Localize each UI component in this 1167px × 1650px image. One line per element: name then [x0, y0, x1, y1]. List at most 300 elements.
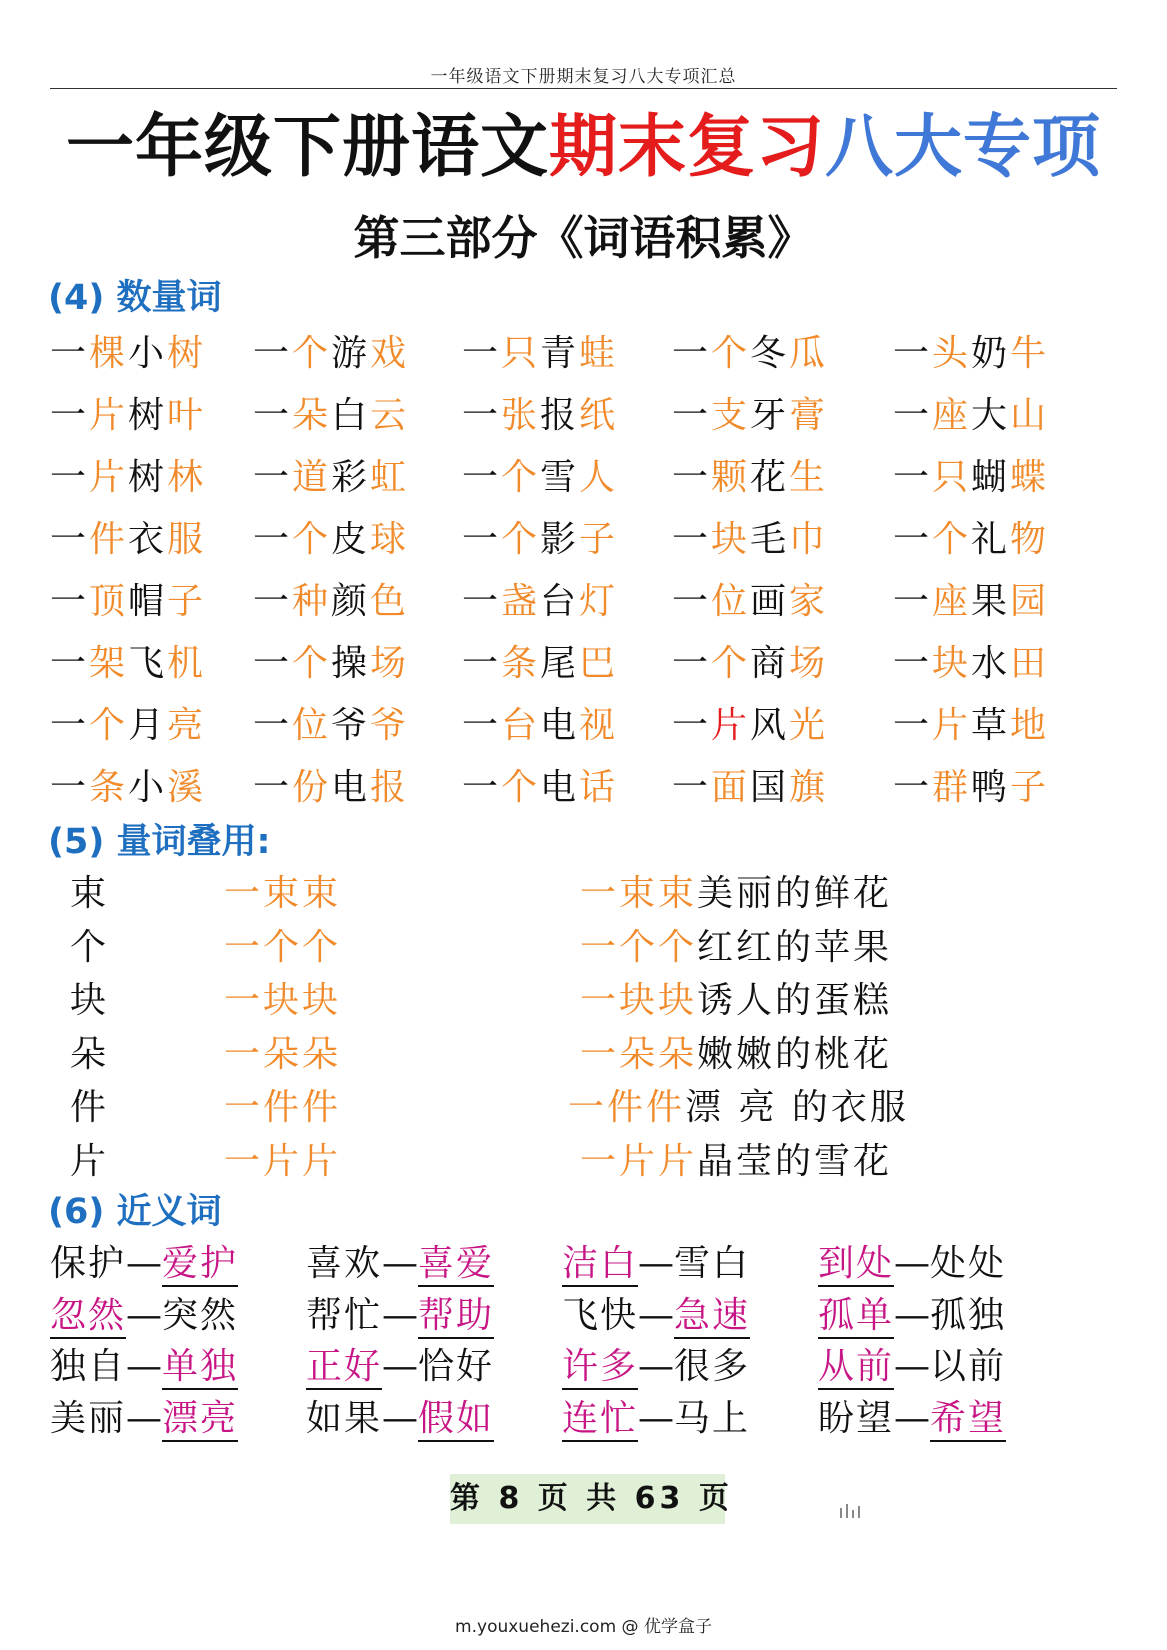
repeated-phrase [568, 1086, 909, 1130]
synonym-dash: — [638, 1294, 675, 1336]
measure-word-char: 只 [932, 457, 972, 498]
synonym-pair [818, 1292, 1006, 1340]
measure-word-char: 个 [711, 333, 751, 374]
measure-word-char: 颗 [711, 457, 751, 498]
measure-word-char: 鸭 [971, 767, 1011, 808]
measure-word-char: 蛙 [579, 333, 619, 374]
signal-icon [838, 1500, 866, 1520]
measure-word-char: 一 [462, 457, 502, 498]
measure-word-char: 片 [932, 705, 972, 746]
repeated-form: 一件件 [224, 1087, 342, 1128]
measure-word-char: 一 [462, 581, 502, 622]
measure-word-char: 场 [370, 643, 410, 684]
measure-word-char: 一 [253, 705, 293, 746]
measure-word-char: 巾 [789, 519, 829, 560]
measure-word-char: 座 [932, 581, 972, 622]
measure-word [672, 704, 828, 748]
measure-word [462, 704, 618, 748]
measure-word-char: 云 [370, 395, 410, 436]
measure-word-char: 架 [89, 643, 129, 684]
measure-word-char: 个 [292, 333, 332, 374]
measure-word-char: 礼 [971, 519, 1011, 560]
repeated-phrase-noun: 嫩嫩的桃花 [697, 1033, 893, 1075]
measure-word [893, 394, 1049, 438]
repeated-form: 一个个 [224, 926, 342, 968]
repeated-form: 一片片 [224, 1140, 342, 1182]
synonym-dash: — [638, 1397, 675, 1439]
synonym-pair [50, 1395, 238, 1443]
synonym-left: 连忙 [562, 1398, 638, 1442]
measure-word-char: 个 [932, 519, 972, 560]
measure-word-char: 瓜 [789, 333, 829, 374]
main-title [0, 108, 1167, 188]
measure-word [50, 580, 206, 624]
synonym-right: 很多 [674, 1346, 751, 1387]
measure-word-char: 个 [501, 767, 541, 808]
measure-word-char: 份 [292, 767, 332, 808]
measure-word [50, 456, 206, 500]
synonym-pair [818, 1395, 1006, 1443]
measure-word-char: 位 [292, 705, 332, 746]
measure-word-char: 皮 [331, 519, 371, 560]
measure-word-char: 块 [932, 643, 972, 684]
synonym-pair [562, 1292, 750, 1340]
measure-word-char: 旗 [789, 767, 829, 808]
measure-word-char: 一 [893, 643, 933, 684]
measure-word [462, 394, 618, 438]
synonym-dash: — [638, 1346, 675, 1387]
measure-word-char: 林 [167, 457, 207, 498]
synonym-left: 许多 [562, 1346, 638, 1390]
footer-url: m.youxuehezi.com @ 优学盒子 [455, 1617, 712, 1637]
synonym-left: 盼望 [818, 1397, 895, 1439]
synonym-pair [50, 1240, 238, 1288]
measure-word-char: 大 [971, 395, 1011, 436]
synonym-left: 保护 [50, 1243, 127, 1284]
synonym-right: 马上 [674, 1397, 751, 1439]
repeated-base-char: 块 [70, 980, 110, 1021]
measure-word-char: 溪 [167, 767, 207, 808]
measure-word-char: 操 [331, 643, 371, 684]
measure-word [893, 456, 1049, 500]
measure-word-char: 一 [253, 333, 293, 374]
repeated-phrase [580, 1140, 892, 1184]
measure-word [672, 394, 828, 438]
measure-word-char: 一 [672, 333, 712, 374]
measure-word-char: 一 [893, 457, 933, 498]
measure-word [253, 704, 409, 748]
measure-word-char: 人 [579, 457, 619, 498]
synonym-dash: — [126, 1397, 163, 1439]
measure-word-char: 田 [1010, 643, 1050, 684]
measure-word-char: 帽 [128, 581, 168, 622]
measure-word-char: 子 [579, 519, 619, 560]
repeated-phrase-noun: 红红的苹果 [697, 926, 893, 968]
repeated-phrase-measure: 一片片 [580, 1140, 698, 1182]
repeated-form: 一束束 [224, 873, 342, 914]
synonym-left: 飞快 [562, 1294, 639, 1336]
measure-word-char: 小 [128, 767, 168, 808]
measure-word [253, 580, 409, 624]
measure-word [50, 394, 206, 438]
measure-word-char: 个 [711, 643, 751, 684]
measure-word-char: 道 [292, 457, 332, 498]
measure-word-char: 奶 [971, 333, 1011, 374]
main-title-part2: 期末复习 [548, 108, 825, 187]
synonym-pair [306, 1343, 494, 1391]
repeated-phrase-measure: 一朵朵 [580, 1033, 698, 1075]
synonym-pair [562, 1395, 750, 1443]
measure-word-char: 片 [89, 395, 129, 436]
measure-word-char: 话 [579, 767, 619, 808]
synonym-pair [306, 1240, 494, 1288]
measure-word-char: 一 [672, 705, 712, 746]
measure-word [50, 518, 206, 562]
measure-word-char: 一 [50, 581, 90, 622]
measure-word [672, 518, 828, 562]
synonym-dash: — [638, 1243, 675, 1284]
measure-word-char: 色 [370, 581, 410, 622]
measure-word-char: 游 [331, 333, 371, 374]
measure-word-char: 彩 [331, 457, 371, 498]
measure-word-char: 衣 [128, 519, 168, 560]
measure-word-char: 一 [672, 519, 712, 560]
measure-word-char: 一 [253, 767, 293, 808]
repeated-phrase-measure: 一件件 [568, 1087, 686, 1128]
measure-word-char: 一 [462, 643, 502, 684]
synonym-dash: — [894, 1346, 931, 1387]
measure-word-char: 视 [579, 705, 619, 746]
synonym-dash: — [126, 1346, 163, 1387]
synonym-left: 帮忙 [306, 1294, 383, 1336]
synonym-dash: — [126, 1294, 163, 1336]
measure-word-char: 一 [50, 457, 90, 498]
measure-word-char: 一 [50, 333, 90, 374]
measure-word-char: 雪 [540, 457, 580, 498]
measure-word-char: 灯 [579, 581, 619, 622]
measure-word-char: 头 [932, 333, 972, 374]
measure-word [893, 580, 1049, 624]
measure-word-char: 爷 [370, 705, 410, 746]
measure-word [462, 766, 618, 810]
measure-word-char: 树 [128, 457, 168, 498]
repeated-phrase [580, 926, 892, 970]
measure-word [253, 332, 409, 376]
measure-word-char: 球 [370, 519, 410, 560]
measure-word [253, 518, 409, 562]
measure-word-char: 飞 [128, 643, 168, 684]
subtitle: 第三部分《词语积累》 [353, 211, 814, 265]
repeated-phrase-noun: 晶莹的雪花 [697, 1140, 893, 1182]
measure-word-char: 水 [971, 643, 1011, 684]
measure-word [50, 642, 206, 686]
measure-word-char: 一 [672, 643, 712, 684]
measure-word-char: 一 [253, 519, 293, 560]
measure-word-char: 树 [128, 395, 168, 436]
measure-word-char: 个 [501, 457, 541, 498]
measure-word [672, 456, 828, 500]
repeated-base-char: 朵 [70, 1033, 110, 1075]
measure-word-char: 一 [672, 767, 712, 808]
measure-word-char: 张 [501, 395, 541, 436]
measure-word-char: 面 [711, 767, 751, 808]
synonym-right: 喜爱 [418, 1243, 494, 1287]
repeated-phrase-measure: 一个个 [580, 926, 698, 968]
measure-word [253, 456, 409, 500]
measure-word-char: 商 [750, 643, 790, 684]
measure-word-char: 草 [971, 705, 1011, 746]
measure-word-char: 位 [711, 581, 751, 622]
measure-word-char: 片 [711, 705, 751, 746]
measure-word [253, 394, 409, 438]
synonym-dash: — [382, 1294, 419, 1336]
measure-word-char: 生 [789, 457, 829, 498]
main-title-part3: 八大专项 [825, 108, 1102, 187]
measure-word [50, 332, 206, 376]
measure-word [462, 332, 618, 376]
measure-word-char: 一 [893, 333, 933, 374]
measure-word-char: 一 [50, 643, 90, 684]
synonym-left: 独自 [50, 1346, 127, 1387]
synonym-right: 漂亮 [162, 1398, 238, 1442]
measure-word-char: 一 [50, 395, 90, 436]
measure-word-char: 膏 [789, 395, 829, 436]
synonym-left: 孤单 [818, 1295, 894, 1339]
measure-word-char: 牙 [750, 395, 790, 436]
measure-word-char: 风 [750, 705, 790, 746]
synonym-dash: — [894, 1243, 931, 1284]
measure-word-char: 家 [789, 581, 829, 622]
repeated-base-char: 个 [70, 926, 110, 968]
measure-word-char: 地 [1010, 705, 1050, 746]
measure-word [672, 332, 828, 376]
measure-word-char: 一 [253, 457, 293, 498]
measure-word-char: 花 [750, 457, 790, 498]
measure-word-char: 个 [501, 519, 541, 560]
measure-word-char: 座 [932, 395, 972, 436]
synonym-pair [818, 1240, 1006, 1288]
measure-word-char: 一 [50, 705, 90, 746]
measure-word-char: 物 [1010, 519, 1050, 560]
measure-word-char: 块 [711, 519, 751, 560]
measure-word-char: 一 [253, 643, 293, 684]
measure-word [253, 642, 409, 686]
header-title: 一年级语文下册期末复习八大专项汇总 [430, 67, 737, 87]
measure-word-char: 青 [540, 333, 580, 374]
measure-word [462, 518, 618, 562]
measure-word-char: 一 [50, 519, 90, 560]
repeated-phrase-noun: 美丽的鲜花 [697, 873, 893, 914]
measure-word-char: 电 [331, 767, 371, 808]
measure-word-char: 子 [1010, 767, 1050, 808]
measure-word-char: 叶 [167, 395, 207, 436]
measure-word-char: 一 [462, 519, 502, 560]
measure-word-char: 爷 [331, 705, 371, 746]
section-heading-measure-words: (4) 数量词 [48, 278, 222, 318]
measure-word-char: 一 [893, 581, 933, 622]
synonym-dash: — [382, 1397, 419, 1439]
repeated-phrase [580, 979, 892, 1023]
measure-word-char: 小 [128, 333, 168, 374]
synonym-right: 希望 [930, 1398, 1006, 1442]
measure-word-char: 一 [672, 581, 712, 622]
measure-word-char: 一 [462, 705, 502, 746]
measure-word-char: 戏 [370, 333, 410, 374]
measure-word-char: 果 [971, 581, 1011, 622]
measure-word-char: 支 [711, 395, 751, 436]
synonym-right: 帮助 [418, 1295, 494, 1339]
measure-word-char: 一 [462, 333, 502, 374]
synonym-pair [562, 1343, 750, 1391]
measure-word-char: 场 [789, 643, 829, 684]
measure-word-char: 一 [893, 519, 933, 560]
repeated-base-char: 片 [70, 1140, 110, 1182]
measure-word-char: 条 [89, 767, 129, 808]
measure-word-char: 一 [462, 395, 502, 436]
measure-word [50, 704, 206, 748]
synonym-pair [50, 1343, 238, 1391]
measure-word-char: 牛 [1010, 333, 1050, 374]
measure-word-char: 虹 [370, 457, 410, 498]
section-heading-repeated: (5) 量词叠用: [48, 822, 271, 862]
measure-word-char: 个 [292, 519, 332, 560]
measure-word-char: 颜 [331, 581, 371, 622]
measure-word [672, 766, 828, 810]
measure-word-char: 巴 [579, 643, 619, 684]
measure-word [253, 766, 409, 810]
measure-word [893, 704, 1049, 748]
repeated-phrase-noun: 漂 亮 的衣服 [685, 1087, 909, 1128]
measure-word [893, 642, 1049, 686]
measure-word-char: 片 [89, 457, 129, 498]
repeated-phrase-measure: 一束束 [580, 873, 698, 914]
measure-word-char: 纸 [579, 395, 619, 436]
measure-word-char: 种 [292, 581, 332, 622]
measure-word-char: 一 [893, 705, 933, 746]
synonym-left: 喜欢 [306, 1243, 383, 1284]
synonym-right: 急速 [674, 1295, 750, 1339]
repeated-phrase [580, 872, 892, 916]
synonym-left: 到处 [818, 1243, 894, 1287]
measure-word [672, 580, 828, 624]
measure-word-char: 影 [540, 519, 580, 560]
measure-word-char: 一 [893, 395, 933, 436]
synonym-dash: — [382, 1243, 419, 1284]
synonym-left: 美丽 [50, 1397, 127, 1439]
synonym-dash: — [894, 1397, 931, 1439]
measure-word-char: 一 [253, 581, 293, 622]
main-title-part1: 一年级下册语文 [65, 108, 549, 187]
synonym-dash: — [894, 1294, 931, 1336]
synonym-right: 以前 [930, 1346, 1007, 1387]
measure-word-char: 月 [128, 705, 168, 746]
measure-word-char: 冬 [750, 333, 790, 374]
synonym-dash: — [382, 1346, 419, 1387]
synonym-right: 孤独 [930, 1294, 1007, 1336]
measure-word-char: 机 [167, 643, 207, 684]
synonym-pair [818, 1343, 1006, 1391]
measure-word-char: 棵 [89, 333, 129, 374]
synonym-right: 突然 [162, 1294, 239, 1336]
measure-word [462, 456, 618, 500]
measure-word-char: 服 [167, 519, 207, 560]
measure-word-char: 报 [370, 767, 410, 808]
measure-word-char: 条 [501, 643, 541, 684]
repeated-phrase [580, 1033, 892, 1077]
synonym-pair [50, 1292, 238, 1340]
measure-word-char: 一 [50, 767, 90, 808]
synonym-right: 单独 [162, 1346, 238, 1390]
measure-word-char: 白 [331, 395, 371, 436]
measure-word-char: 电 [540, 705, 580, 746]
measure-word-char: 台 [540, 581, 580, 622]
measure-word-char: 毛 [750, 519, 790, 560]
synonym-right: 假如 [418, 1398, 494, 1442]
measure-word [893, 332, 1049, 376]
measure-word-char: 电 [540, 767, 580, 808]
measure-word-char: 画 [750, 581, 790, 622]
synonym-left: 如果 [306, 1397, 383, 1439]
measure-word-char: 顶 [89, 581, 129, 622]
repeated-form: 一块块 [224, 980, 342, 1021]
synonym-dash: — [126, 1243, 163, 1284]
measure-word-char: 园 [1010, 581, 1050, 622]
measure-word-char: 一 [253, 395, 293, 436]
measure-word-char: 树 [167, 333, 207, 374]
measure-word-char: 一 [462, 767, 502, 808]
measure-word [462, 642, 618, 686]
repeated-base-char: 件 [70, 1087, 110, 1128]
measure-word-char: 件 [89, 519, 129, 560]
measure-word-char: 群 [932, 767, 972, 808]
measure-word-char: 只 [501, 333, 541, 374]
measure-word [672, 642, 828, 686]
measure-word-char: 子 [167, 581, 207, 622]
synonym-left: 洁白 [562, 1243, 638, 1287]
measure-word-char: 盏 [501, 581, 541, 622]
measure-word-char: 一 [672, 395, 712, 436]
measure-word [462, 580, 618, 624]
repeated-phrase-noun: 诱人的蛋糕 [697, 980, 893, 1021]
measure-word-char: 光 [789, 705, 829, 746]
synonym-left: 忽然 [50, 1295, 126, 1339]
measure-word-char: 一 [672, 457, 712, 498]
measure-word [893, 766, 1049, 810]
measure-word [50, 766, 206, 810]
measure-word-char: 个 [89, 705, 129, 746]
synonym-pair [562, 1240, 750, 1288]
measure-word-char: 亮 [167, 705, 207, 746]
synonym-right: 恰好 [418, 1346, 495, 1387]
synonym-left: 正好 [306, 1346, 382, 1390]
synonym-right: 处处 [930, 1243, 1007, 1284]
measure-word-char: 蝴 [971, 457, 1011, 498]
synonym-right: 雪白 [674, 1243, 751, 1284]
synonym-right: 爱护 [162, 1243, 238, 1287]
measure-word-char: 国 [750, 767, 790, 808]
section-heading-synonyms: (6) 近义词 [48, 1192, 222, 1232]
header-rule [50, 88, 1117, 89]
repeated-phrase-measure: 一块块 [580, 980, 698, 1021]
repeated-form: 一朵朵 [224, 1033, 342, 1075]
measure-word-char: 台 [501, 705, 541, 746]
measure-word-char: 蝶 [1010, 457, 1050, 498]
measure-word-char: 山 [1010, 395, 1050, 436]
measure-word-char: 尾 [540, 643, 580, 684]
repeated-base-char: 束 [70, 873, 110, 914]
synonym-left: 从前 [818, 1346, 894, 1390]
measure-word-char: 报 [540, 395, 580, 436]
